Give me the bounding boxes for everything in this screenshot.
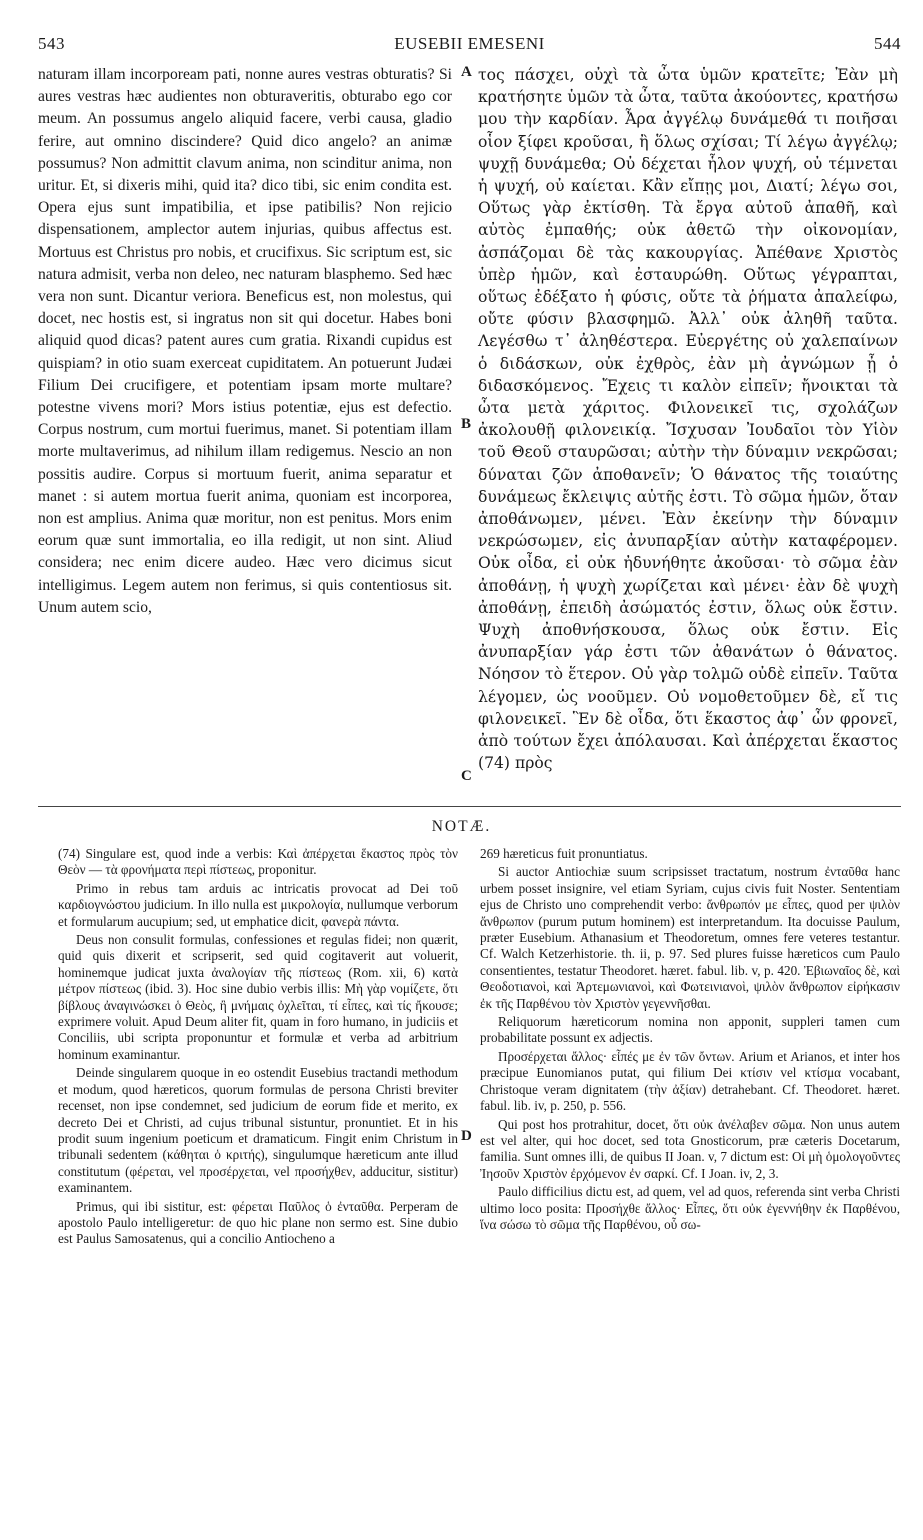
section-marker-a: A [461,64,472,80]
greek-column: τος πάσχει, οὐχὶ τὰ ὦτα ὑμῶν κρατεῖτε; Ἐὰν μὴ κρατήσητε ὑμῶν τὰ ὦτα, ταῦτα ἀκούοντες, κρατήσω μου τὴν καρδίαν. Ἆρα ἀγγέλῳ δυνάμεθά τι ποιῆσαι οἷον ξίφει κροῦσαι, ἢ ὅλως σχίσαι; Τί λέγω ἀγγέλῳ; ψυχῇ δυνάμεθα; Οὐ δέχεται ἧλον ψυχή, οὐ τέμνεται ἡ ψυχή, οὐ καίεται. Κἂν εἴπῃς μοι, Διατί; λέγω σοι, Οὕτως γὰρ ἐκτίσθη. Τὰ ἔργα αὐτοῦ ἀπαθῆ, καὶ αὐτὸς ἐμπαθής; οὐκ ἀθετῶ τὴν οἰκονομίαν, ἀσπάζομαι δὲ τὰς κακουργίας. Ἀπέθανε Χριστὸς ὑπὲρ ἡμῶν, καὶ ἐσταυρώθη. Οὕτως γέγραπται, οὕτως ἐδέξατο ἡ φύσις, οὔτε τὰ ῥήματα ἀπαλείφω, οὔτε φύσιν βλασφημῶ. Ἀλλ᾽ οὐκ ἀληθῆ ταῦτα. Λεγέσθω τ᾽ ἀληθέστερα. Εὐεργέτης οὐ χαλεπαίνων ὁ διδάσκων, οὐκ ἐχθρὸς, ἐὰν μὴ ἀγνώμων ᾖ ὁ διδασκόμενος. Ἔχεις τι καλὸν εἰπεῖν; ἤνοικται τὰ ὦτα μετὰ χάριτος. Φιλονεικεῖ τις, σχολάζων ἀκολουθῇ φιλονεικίᾳ. Ἴσχυσαν Ἰουδαῖοι τὸν Υἱὸν τοῦ Θεοῦ σταυρῶσαι; αὐτὴν τὴν δύναμιν νεκρῶσαι; δύναται ζῶν ἀποθανεῖν; Ὁ θάνατος τῆς τοιαύτης δυνάμεως ἔκλειψις αὐτῆς ἐστι. Τὸ σῶμα ἡμῶν, ὅταν ἀποθάνωμεν, μένει. Ἐὰν ἐκείνην τὴν δύναμιν νεκρώσωμεν, εἰς ἀνυπαρξίαν αὐτὴν καταφέρομεν. Οὐκ οἶδα, εἰ οὐκ ἠδυνήθητε ἀκοῦσαι· τὸ σῶμα ἐὰν ἀποθάνῃ, ἡ ψυχὴ χωρίζεται καὶ μένει· ἐὰν δὲ ψυχὴ ἀποθάνῃ, ἐπειδὴ ἀσώματός ἐστιν, ὅλως οὐκ ἔστιν. Ψυχὴ ἀποθνήσκουσα, ὅλως οὐκ ἔστιν. Εἰς ἀνυπαρξίαν γάρ ἐστι τῶν ἀθανάτων ὁ θάνατος. Νόησον τὸ ἕτερον. Οὐ γὰρ τολμῶ οὐδὲ εἰπεῖν. Ταῦτα λέγομεν, ὡς νοοῦμεν. Οὐ νομοθετοῦμεν δὲ, εἴ τις φιλονεικεῖ. Ἓν δὲ οἶδα, ὅτι ἕκαστος ἀφ᾽ ὧν φρονεῖ, ἀπὸ τούτων ἔχει ἀπόλαυσαι. Καὶ ἀπέρχεται ἕκαστος (74) πρὸς [478,66,898,773]
note-paragraph: Reliquorum hæreticorum nomina non apponit, suppleri tamen cum probabilitate possunt ex adjectis. [480,1014,900,1046]
note-paragraph: Deinde singularem quoque in eo ostendit Eusebius tractandi methodum et modum, quod hæreticos, quorum formulas de persona Christi breviter recenset, non ipse condemnet, sed judicium de eorum fide et merito, ex decreto Dei et Christi, ad cujus tribunal sistuntur, pronuntiet. Et in his prodit suum ingenium poeticum et dramaticum. Fingit enim Christum in tribunali sedentem (κάθηται ὁ κριτής), singulumque hæreticum ante illud constitutum (φέρεται, vel προσέρχεται, vel προσήχθεν, adducitur, sistitur) examinantem. [58,1065,458,1196]
note-paragraph: (74) Singulare est, quod inde a verbis: Καὶ ἀπέρχεται ἕκαστος πρὸς τὸν Θεὸν — τὰ φρονήματα περὶ πίστεως, proponitur. [58,846,458,878]
section-marker-b: B [461,416,472,432]
note-paragraph: Primus, qui ibi sistitur, est: φέρεται Παῦλος ὁ ἐνταῦθα. Perperam de apostolo Paulo intelligeretur: de quo hic plane non sermo est. Sine dubio est Paulus Samosatenus, qui a concilio Antiocheno a [58,1198,458,1247]
latin-column: naturam illam incorpoream pati, nonne aures vestras obturatis? Si aures vestras hæc audientes non obturaveritis, obturabo ego cor meum. An possumus angelo aliquid facere, verbi causa, gladio ferire, aut omnino discindere? Quid dico angelo? an animæ possumus? Non admittit clavum anima, non scinditur anima, non uritur. Et, si dixeris mihi, quid ita? dico tibi, sic enim condita est. Opera ejus sunt impatibilia, et ipse patibilis? Non rejicio dispensationem, amplector autem injurias, quibus affectus est. Mortuus est Christus pro nobis, et crucifixus. Sic scriptum est, sic natura admisit, verba non deleo, nec naturam blasphemo. Sed hæc vera non sunt. Dicantur veriora. Beneficus est, non molestus, qui docet, nec hostis est, si ingratus non sit qui docetur. Habes boni aliquid quod dicas? patent aures cum gratia. Rixandi cupidus est quispiam? in otio suam exerceat cupiditatem. An potuerunt Judæi Filium Dei crucifigere, et potentiam ipsam morte multare? potestne vivens mori? Mors istius potentiæ, ejus est defectio. Corpus nostrum, cum mortui fuerimus, manet. Si potentiam illam morte multaverimus, ad nihilum illam redigemus. Nescio an non possitis audire. Corpus si mortuum fuerit, anima separatur et manet : si autem mortua fuerit anima, quoniam est incorporea, non est amplius. Anima quæ moritur, non est penitus. Mors enim eorum quæ sunt immortalia, eo illa redigit, ut non sint. Aliud considera; nec enim dicere audeo. Hæc vero dicimus sicut intelligimus. Legem autem non ferimus, si quis contentiosus sit. Unum autem scio, [38,66,452,616]
note-paragraph: Si auctor Antiochiæ suum scripsisset tractatum, nostrum ἐνταῦθα hanc urbem posset insignire, vel etiam Syriam, cujus civis fuit Noster. Sententiam ejus de Christo uno comprehendit verbo: ἄνθρωπόν με εἶπες, quod per ψιλὸν ἄνθρωπον (purum putum hominem) est interpretandum. Ita docuisse Paulum, præter Eusebium. Athanasium et Theodoretum, omnes fere veteres testantur. Cf. Walch Ketzerhistorie. th. ii, p. 97. Sed plures fuisse hæreticos cum Paulo consentientes, testatur Theodoret. hæret. fabul. lib. v, p. 420. Ἐβιωναῖος δὲ, καὶ Θεοδοτιανοὶ, καὶ Ἀρτεμωνιανοὶ, καὶ Φωτεινιανοὶ, ψιλὸν ἄνθρωπον εἰρήκασιν ἐκ τῆς Παρθένου τὸν Χριστὸν γεγεννῆσθαι. [480,864,900,1011]
note-paragraph: Deus non consulit formulas, confessiones et regulas fidei; non quærit, quid quis dixerit et scripserit, sed quid cogitaverit aut voluerit, hominemque judicat juxta ἀναλογίαν τῆς πίστεως (Rom. xii, 6) κατὰ μέτρον πίστεως (ibid. 3). Hoc sine dubio verbis illis: Μὴ γὰρ νομίζετε, ὅτι βίβλους ἀναγινώσκει ὁ Θεὸς, ἢ μνήμαις ὀχλεῖται, τί εἶπες, καὶ τίς ἤκουσε; exprimere voluit. Apud Deum aliter fit, quam in foro humano, in judiciis et Conciliis, ubi scripta proponuntur et formulæ et verba ad arbitrium hominum examinantur. [58,932,458,1062]
running-title: EUSEBII EMESENI [394,34,545,53]
notes-divider [38,806,901,807]
note-paragraph: 269 hæreticus fuit pronuntiatus. [480,846,648,861]
page-number-right: 544 [874,34,901,53]
section-marker-d: D [461,1128,472,1144]
note-paragraph: Προσέρχεται ἄλλος· εἶπές με ἐν τῶν ὄντων. Arium et Arianos, et inter hos præcipue Eunomianos putat, qui filium Dei κτίσιν vel κτίσμα vocabant, Christoque veram dignitatem (τὴν ἀξίαν) detrahebant. Cf. Theodoret. hæret. fabul. lib. iv, p. 250, p. 556. [480,1048,900,1114]
notes-left-column [58,846,458,1250]
notes-right-column [480,846,900,1235]
note-paragraph: Primo in rebus tam arduis ac intricatis provocat ad Dei τοῦ καρδιογνώστου judicium. In illo nulla est μικρολογία, nullumque verborum et formularum aucupium; sed, ut emphatice dicit, φανερὰ πάντα. [58,880,458,929]
note-paragraph: Paulo difficilius dictu est, ad quem, vel ad quos, referenda sint verba Christi ultimo loco posita: Προσήχθε ἄλλος· Εἶπες, ὅτι οὐκ ἐγεννήθην ἐκ Παρθένου, ἵνα σώσω τὸ σῶμα τῆς Παρθένου, οὗ σω- [480,1184,900,1232]
note-paragraph: Qui post hos protrahitur, docet, ὅτι οὐκ ἀνέλαβεν σῶμα. Non unus autem est vel alter, qui hoc docet, sed tota Gnosticorum, præ cæteris Docetarum, familia. Sunt omnes illi, de quibus II Joan. v, 7 dictum est: Οἱ μὴ ὁμολογοῦντες Ἰησοῦν Χριστὸν ἐρχόμενον ἐν σαρκί. Cf. I Joan. iv, 2, 3. [480,1116,900,1181]
notes-title: NOTÆ. [431,818,492,835]
running-header [38,34,901,60]
page-number-left: 543 [38,34,65,53]
section-marker-c: C [461,768,472,784]
